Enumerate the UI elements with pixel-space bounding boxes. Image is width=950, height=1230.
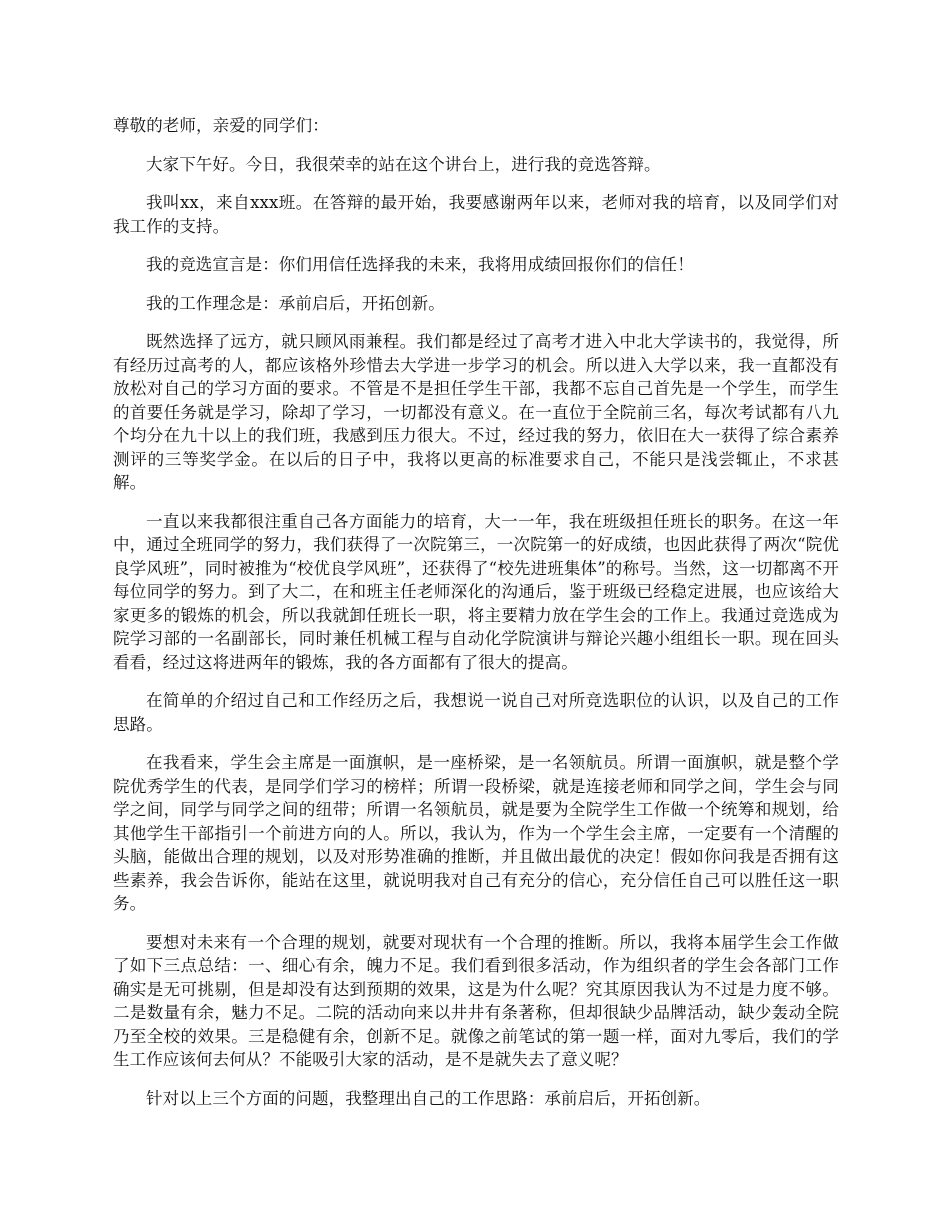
- paragraph-study-experience: 既然选择了远方，就只顾风雨兼程。我们都是经过了高考才进入中北大学读书的，我觉得，所有经历过高考的人，都应该格外珍惜去大学进一步学习的机会。所以进入大学以来，我一直都没有放松对自己的学习方面的要求。不管是不是担任学生干部，我都不忘自己首先是一个学生，而学生的首要任务就是学习，除却了学习，一切都没有意义。在一直位于全院前三名，每次考试都有八九个均分在九十以上的我们班，我感到压力很大。不过，经过我的努力，依旧在大一获得了综合素养测评的三等奖学金。在以后的日子中，我将以更高的标准要求自己，不能只是浅尝辄止，不求甚解。: [113, 332, 839, 492]
- paragraph-transition: 在简单的介绍过自己和工作经历之后，我想说一说自己对所竞选职位的认识，以及自己的工作思路。: [113, 691, 839, 734]
- paragraph-work-experience: 一直以来我都很注重自己各方面能力的培育，大一一年，我在班级担任班长的职务。在这一年中，通过全班同学的努力，我们获得了一次院第三，一次院第一的好成绩，也因此获得了两次“院优良学风班”，同时被推为“校优良学风班”，还获得了“校先进班集体”的称号。当然，这一切都离不开每位同学的努力。到了大二，在和班主任老师深化的沟通后，鉴于班级已经稳定进展，也应该给大家更多的锻炼的机会，所以我就卸任班长一职，将主要精力放在学生会的工作上。我通过竞选成为院学习部的一名副部长，同时兼任机械工程与自动化学院演讲与辩论兴趣小组组长一职。现在回头看看，经过这将进两年的锻炼，我的各方面都有了很大的提高。: [113, 511, 839, 672]
- paragraph-role-understanding: 在我看来，学生会主席是一面旗帜，是一座桥梁，是一名领航员。所谓一面旗帜，就是整个学院优秀学生的代表，是同学们学习的榜样；所谓一段桥梁，就是连接老师和同学之间，学生会与同学之间，同学与同学之间的纽带；所谓一名领航员，就是要为全院学生工作做一个统筹和规划，给其他学生干部指引一个前进方向的人。所以，我认为，作为一个学生会主席，一定要有一个清醒的头脑，能做出合理的规划，以及对形势准确的推断，并且做出最优的决定！假如你问我是否拥有这些素养，我会告诉你，能站在这里，就说明我对自己有充分的信心，充分信任自己可以胜任这一职务。: [113, 753, 839, 913]
- salutation: 尊敬的老师，亲爱的同学们：: [113, 116, 329, 135]
- paragraph-current-status-summary: 要想对未来有一个合理的规划，就要对现状有一个合理的推断。所以，我将本届学生会工作做了如下三点总结：一、细心有余，魄力不足。我们看到很多活动，作为组织者的学生会各部门工作确实是无可挑剔，但是却没有达到预期的效果，这是为什么呢？究其原因我认为不过是力度不够。二是数量有余，魅力不足。二院的活动向来以井井有条著称，但却很缺少品牌活动，缺少轰动全院乃至全校的效果。三是稳健有余，创新不足。就像之前笔试的第一题一样，面对九零后，我们的学生工作应该何去何从？不能吸引大家的活动，是不是就失去了意义呢？: [113, 932, 839, 1069]
- document-body: [113, 114, 839, 1125]
- paragraph-greeting: 大家下午好。今日，我很荣幸的站在这个讲台上，进行我的竞选答辩。: [146, 154, 661, 174]
- paragraph-work-philosophy: 我的工作理念是：承前启后，开拓创新。: [146, 293, 445, 313]
- paragraph-campaign-slogan: 我的竞选宣言是：你们用信任选择我的未来，我将用成绩回报你们的信任！: [146, 255, 694, 274]
- paragraph-work-plan: 针对以上三个方面的问题，我整理出自己的工作思路：承前启后，开拓创新。: [146, 1088, 711, 1108]
- paragraph-introduction: 我叫xx，来自xxx班。在答辩的最开始，我要感谢两年以来，老师对我的培育，以及同学们对我工作的支持。: [113, 193, 839, 236]
